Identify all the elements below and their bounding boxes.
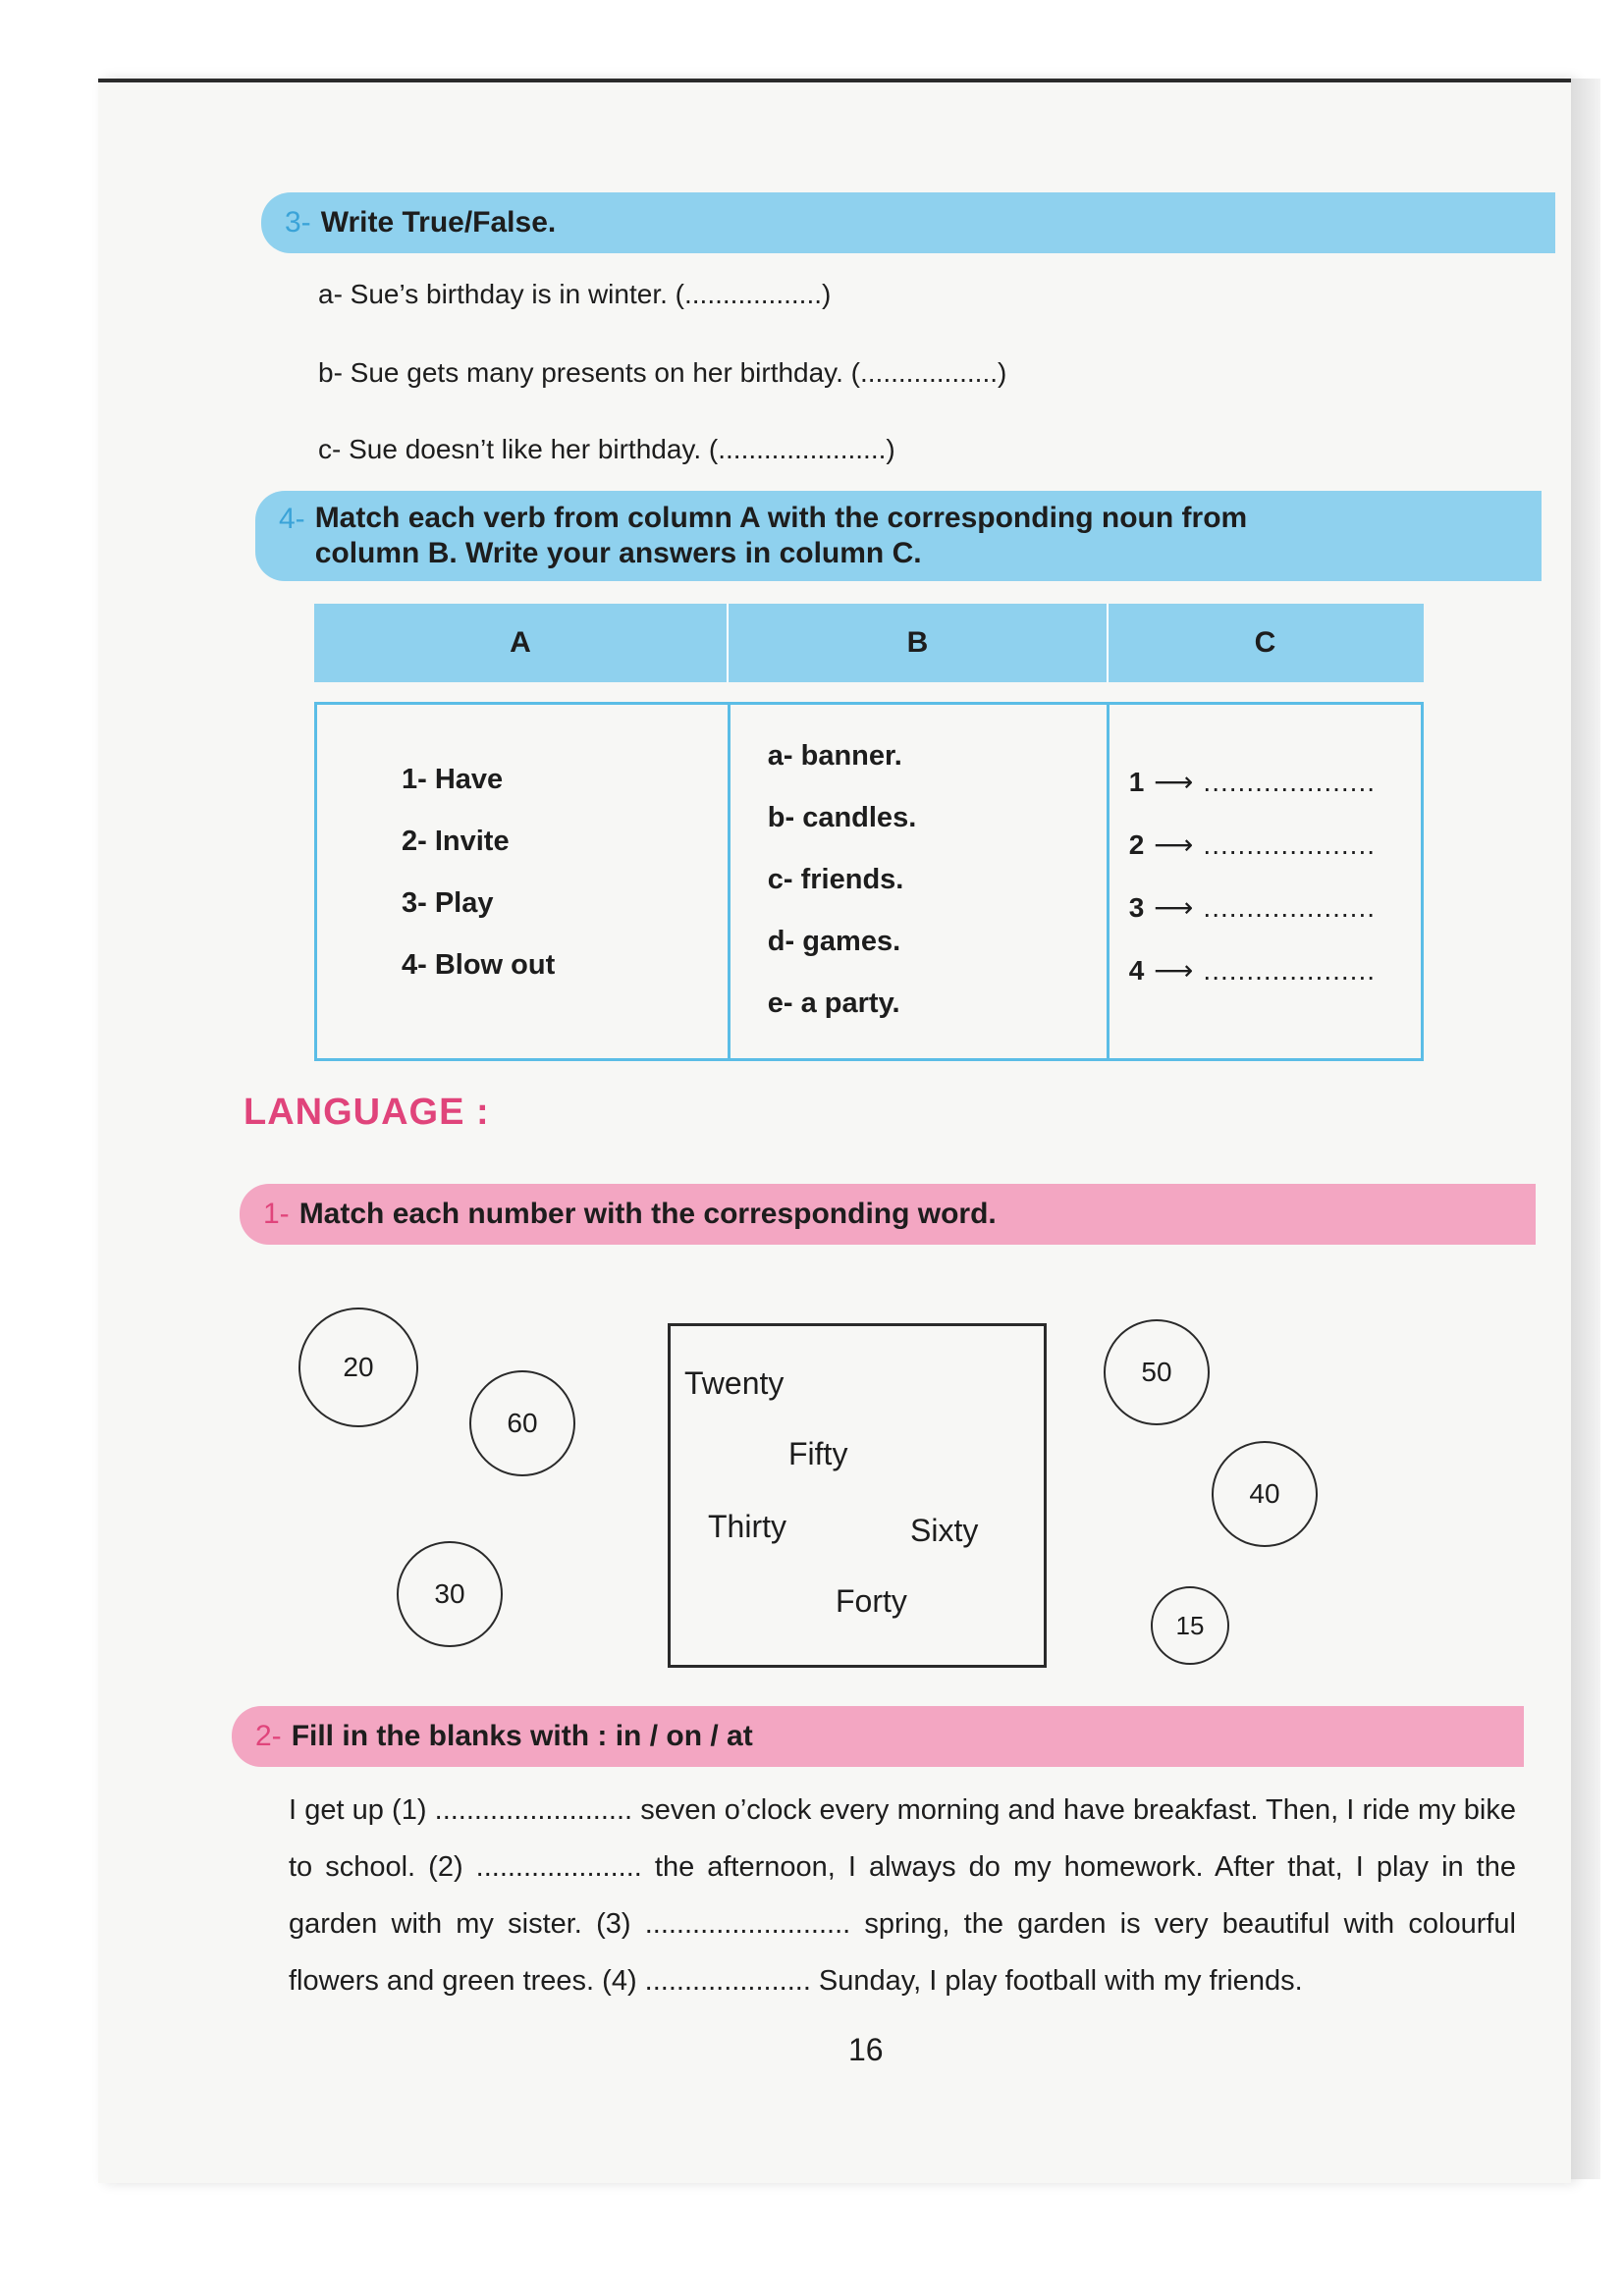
- true-false-item-c: c- Sue doesn’t like her birthday. (......................): [318, 434, 895, 464]
- number-word: Sixty: [910, 1513, 979, 1548]
- answer-number: 3: [1128, 891, 1145, 923]
- noun-item: a- banner.: [767, 740, 902, 772]
- noun-item: b- candles.: [767, 802, 917, 833]
- right-arrow-icon: ⟶: [1154, 892, 1194, 923]
- number-word: Forty: [836, 1583, 907, 1619]
- header-a: A: [314, 604, 729, 682]
- number-circle-30: 30: [397, 1541, 503, 1647]
- true-false-item-b: b- Sue gets many presents on her birthday. (..................): [318, 357, 1007, 388]
- answer-row-1: [1129, 766, 1376, 798]
- number-word: Fifty: [788, 1436, 848, 1471]
- language-1-banner: [240, 1184, 1536, 1245]
- true-false-item-a: a- Sue’s birthday is in winter. (..................): [318, 279, 832, 309]
- verb-item: 4- Blow out: [402, 949, 556, 981]
- fill-in-paragraph: I get up (1) ......................... seven o’clock every morning and have breakfast. Then, I ride my bike to school. (2) ..................... the afternoon, I always do my homework. After that, I play in the garden with my sister. (3) .......................... spring, the garden is very beautiful with colourful flowers and green trees. (4) ..................... Sunday, I play football with my friends.: [289, 1794, 1516, 1997]
- exercise-3-title: Write True/False.: [320, 206, 557, 239]
- language-2-banner: [232, 1706, 1524, 1767]
- exercise-4-banner: [255, 491, 1542, 581]
- language-1-title: Match each number with the corresponding word.: [298, 1198, 997, 1230]
- answer-blank[interactable]: ....................: [1203, 828, 1377, 860]
- number-circle-20: 20: [298, 1308, 418, 1427]
- column-c: [1110, 705, 1421, 1058]
- exercise-4-title-line1: Match each verb from column A with the corresponding noun from: [314, 502, 1248, 534]
- exercise-4-title: [315, 501, 1248, 571]
- language-1-number: 1-: [263, 1198, 290, 1230]
- language-heading: LANGUAGE :: [244, 1092, 490, 1133]
- number-circle-60: 60: [469, 1370, 575, 1476]
- page-edge: [1571, 79, 1600, 2179]
- number-words-box: [668, 1323, 1047, 1668]
- answer-row-3: [1129, 891, 1376, 924]
- number-circle-40: 40: [1212, 1441, 1318, 1547]
- number-circle-15: 15: [1151, 1586, 1229, 1665]
- noun-item: d- games.: [767, 926, 901, 957]
- number-circle-50: 50: [1104, 1319, 1210, 1425]
- right-arrow-icon: ⟶: [1154, 829, 1194, 860]
- verb-item: 3- Play: [402, 887, 494, 919]
- answer-number: 1: [1128, 766, 1145, 797]
- language-2-number: 2-: [255, 1720, 282, 1752]
- match-table: [314, 604, 1424, 1061]
- answer-number: 2: [1128, 828, 1145, 860]
- exercise-3-number: 3-: [285, 206, 311, 239]
- exercise-4-title-line2: column B. Write your answers in column C.: [314, 537, 922, 569]
- number-word: Twenty: [684, 1365, 785, 1401]
- answer-blank[interactable]: ....................: [1203, 766, 1377, 797]
- exercise-4-number: 4-: [279, 503, 305, 535]
- right-arrow-icon: ⟶: [1154, 955, 1194, 986]
- match-table-header: [314, 604, 1424, 682]
- header-c: C: [1254, 626, 1276, 659]
- column-a: [317, 705, 731, 1058]
- right-arrow-icon: ⟶: [1154, 767, 1194, 797]
- noun-item: e- a party.: [767, 988, 900, 1019]
- answer-row-4: [1129, 954, 1376, 987]
- verb-item: 1- Have: [402, 764, 504, 795]
- verb-item: 2- Invite: [402, 826, 510, 857]
- exercise-3-banner: [261, 192, 1555, 253]
- column-b: [731, 705, 1110, 1058]
- match-table-body: [314, 702, 1424, 1061]
- noun-item: c- friends.: [767, 864, 904, 895]
- page-number: 16: [848, 2032, 884, 2067]
- answer-blank[interactable]: ....................: [1203, 954, 1377, 986]
- number-word: Thirty: [708, 1509, 786, 1544]
- answer-row-2: [1129, 828, 1376, 861]
- answer-blank[interactable]: ....................: [1203, 891, 1377, 923]
- language-2-title: Fill in the blanks with : in / on / at: [291, 1720, 753, 1752]
- header-b: B: [729, 604, 1109, 682]
- answer-number: 4: [1128, 954, 1145, 986]
